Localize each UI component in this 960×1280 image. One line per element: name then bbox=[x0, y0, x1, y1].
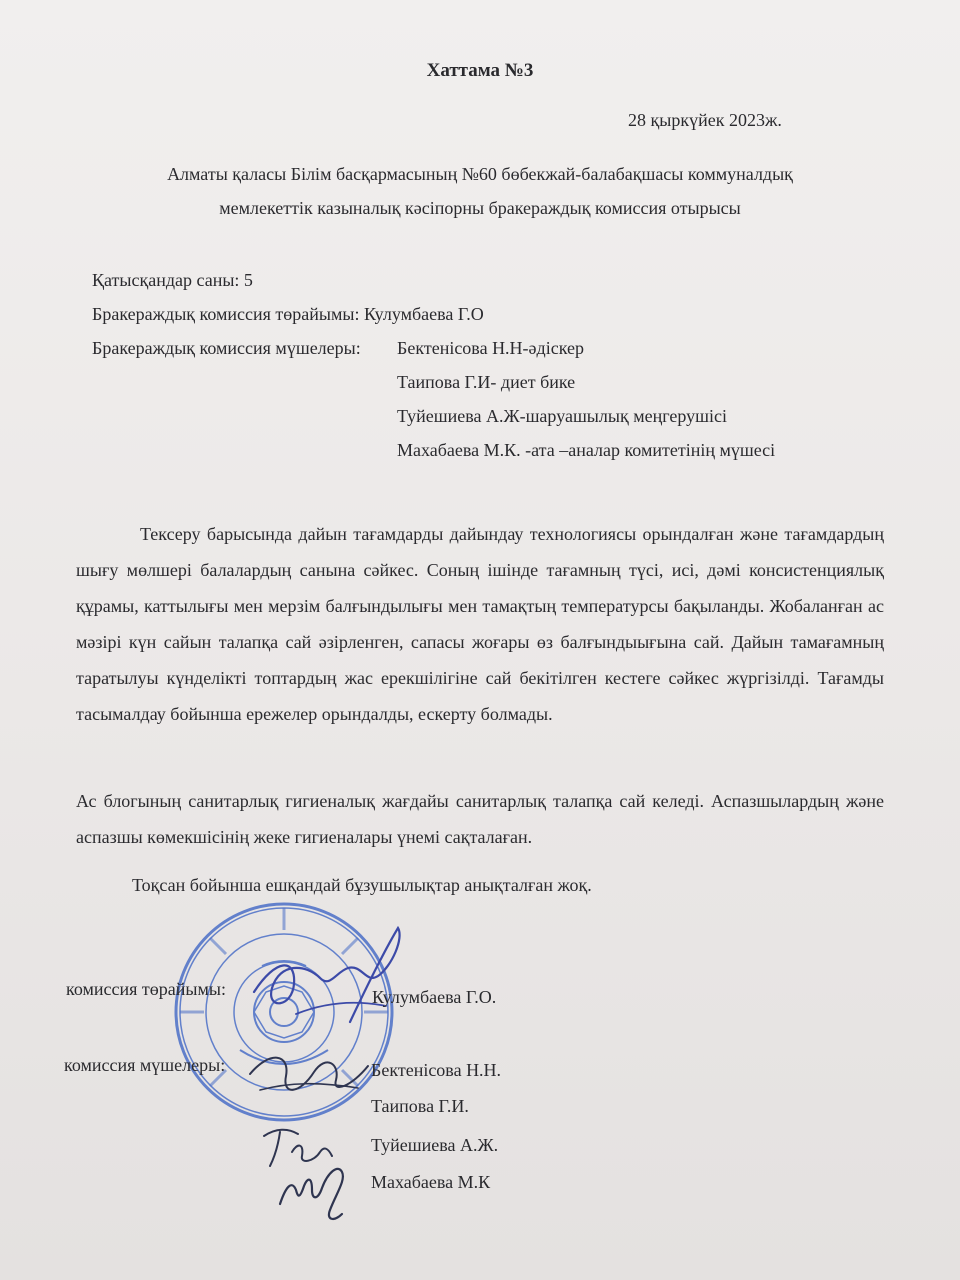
signature-chair-name: Кулумбаева Г.О. bbox=[372, 987, 497, 1007]
participants-count: Қатысқандар саны: 5 bbox=[92, 270, 253, 290]
member-signature-1-icon bbox=[240, 1020, 380, 1106]
member-line-4: Махабаева М.К. -ата –аналар комитетінің мүшесі bbox=[397, 440, 776, 460]
signature-member-name-3: Туйешиева А.Ж. bbox=[371, 1135, 499, 1155]
commission-chair-line: Бракераждық комиссия төрайымы: Кулумбаева Г.О bbox=[92, 304, 484, 324]
member-line-1: Бектенісова Н.Н-әдіскер bbox=[397, 338, 584, 358]
chair-signature-icon bbox=[236, 918, 426, 1036]
document-title: Хаттама №3 bbox=[426, 60, 534, 81]
signature-chair-label: комиссия төрайымы: bbox=[66, 979, 226, 999]
document-date: 28 қыркүйек 2023ж. bbox=[628, 110, 782, 130]
signature-members-label: комиссия мүшелеры: bbox=[64, 1055, 226, 1075]
signature-member-name-1: Бектенісова Н.Н. bbox=[371, 1060, 502, 1080]
organization-line-1: Алматы қаласы Білім басқармасының №60 бөбекжай-балабақшасы коммуналдық bbox=[167, 164, 793, 184]
signature-member-name-4: Махабаева М.К bbox=[371, 1172, 491, 1192]
inspection-paragraph: Тексеру барысында дайын тағамдарды дайындау технологиясы орындалған және тағамдардың шығу мөлшері балалардың санына сәйкес. Соның ішінде тағамның түсі, исі, дәмі консистенциялық құрамы, каттылығы мен мерзім балғындылығы мен тамақтың температурсы бақыланды. Жобаланған ас мәзірі күн сайын талапқа сай әзірленген, сапасы жоғары өз балғындыығына сай. Дайын тамағамның таратылуы күнделікті топтардың жас ерекшілігіне сай бекітілген кестеге сәйкес жүргізілді. Тағамды тасымалдау бойынша ережелер орындалды, ескерту болмады. bbox=[76, 524, 884, 724]
member-line-3: Туйешиева А.Ж-шаруашылық меңгерушісі bbox=[397, 406, 727, 426]
conclusion-paragraph: Тоқсан бойынша ешқандай бұзушылықтар анықталған жоқ. bbox=[132, 875, 592, 895]
signature-member-name-2: Таипова Г.И. bbox=[371, 1096, 469, 1116]
commission-members-label: Бракераждық комиссия мүшелеры: bbox=[92, 338, 361, 358]
organization-line-2: мемлекеттік казыналық кәсіпорны бракераждық комиссия отырысы bbox=[219, 198, 741, 218]
sanitary-paragraph: Ас блогының санитарлық гигиеналық жағдайы санитарлық талапқа сай келеді. Аспазшылардың және аспазшы көмекшісінің жеке гигиеналары үнемі сақталаған. bbox=[76, 791, 884, 847]
member-line-2: Таипова Г.И- диет бике bbox=[397, 372, 576, 392]
member-signature-3-icon bbox=[272, 1150, 362, 1230]
